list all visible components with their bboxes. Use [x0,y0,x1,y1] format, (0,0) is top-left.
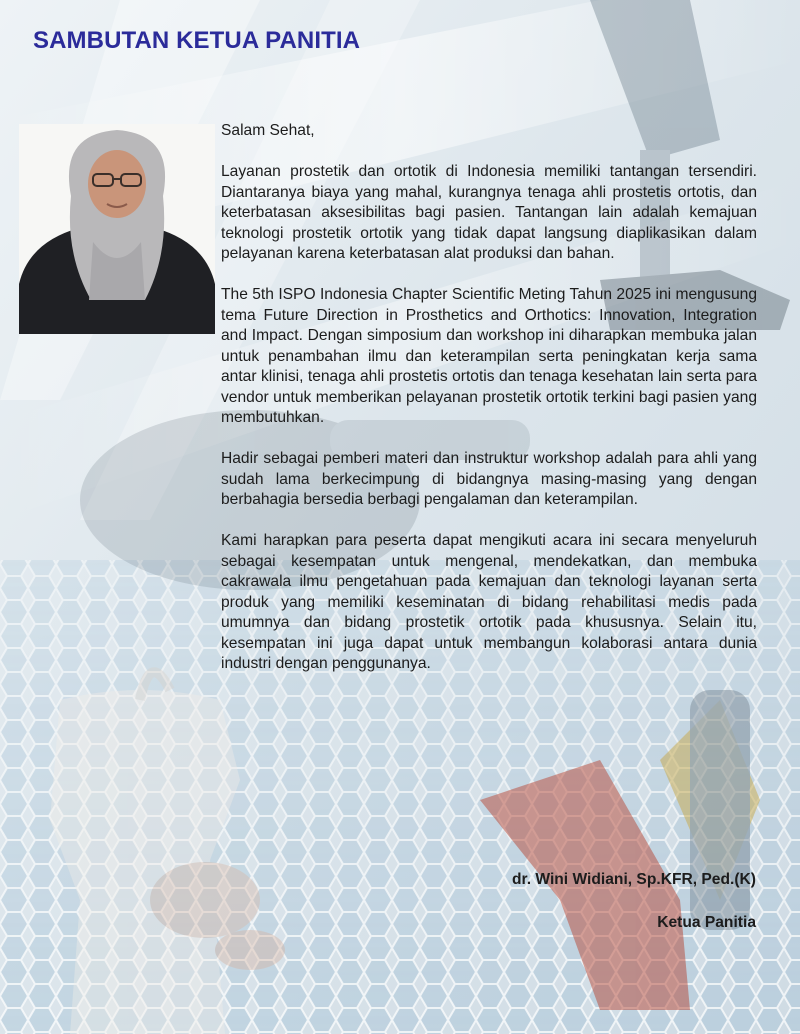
greeting: Salam Sehat, [221,122,315,139]
portrait-photo [19,124,215,334]
signer-name: dr. Wini Widiani, Sp.KFR, Ped.(K) [511,871,756,888]
paragraph-speakers: Hadir sebagai pemberi materi dan instruktur workshop adalah para ahli yang sudah lama berkecimpung di bidangnya masing-masing yang dengan berbahagia bersedia berbagi pengalaman dan keterampilan. [221,450,757,508]
letter-body [221,121,757,695]
page-title: SAMBUTAN KETUA PANITIA [33,27,361,54]
paragraph-hopes: Kami harapkan para peserta dapat mengikuti acara ini secara menyeluruh sebagai kesempatan untuk mengenal, mendekatkan, dan membuka cakrawala ilmu pengetahuan pada kemajuan dan teknologi layanan serta produk yang memiliki keseminatan di bidang rehabilitasi medis pada umumnya dan bidang prostetik ortotik pada khususnya. Selain itu, kesempatan ini juga dapat untuk membangun kolaborasi antara dunia industri dengan penggunanya. [221,532,757,672]
signer-role: Ketua Panitia [657,914,756,931]
paragraph-theme: The 5th ISPO Indonesia Chapter Scientific Meting Tahun 2025 ini mengusung tema Future Direction in Prosthetics and Orthotics: Innovation, Integration and Impact. Dengan simposium dan workshop ini diharapkan membuka jalan untuk penambahan ilmu dan keterampilan serta peningkatan kerja sama antar klinisi, tenaga ahli prostetis ortotis dan tenaga kesehatan lain serta para vendor untuk memberikan pelayanan prostetik ortotik terkini bagi pasien yang membutuhkan. [221,286,757,426]
paragraph-challenges: Layanan prostetik dan ortotik di Indonesia memiliki tantangan tersendiri. Diantaranya biaya yang mahal, kurangnya tenaga ahli prostetis ortotis, dan keterbatasan aksesibilitas bagi pasien. Tantangan lain adalah kemajuan teknologi prostetik ortotik yang tidak dapat langsung diaplikasikan dalam pelayanan karena keterbatasan alat produksi dan bahan. [221,163,757,262]
